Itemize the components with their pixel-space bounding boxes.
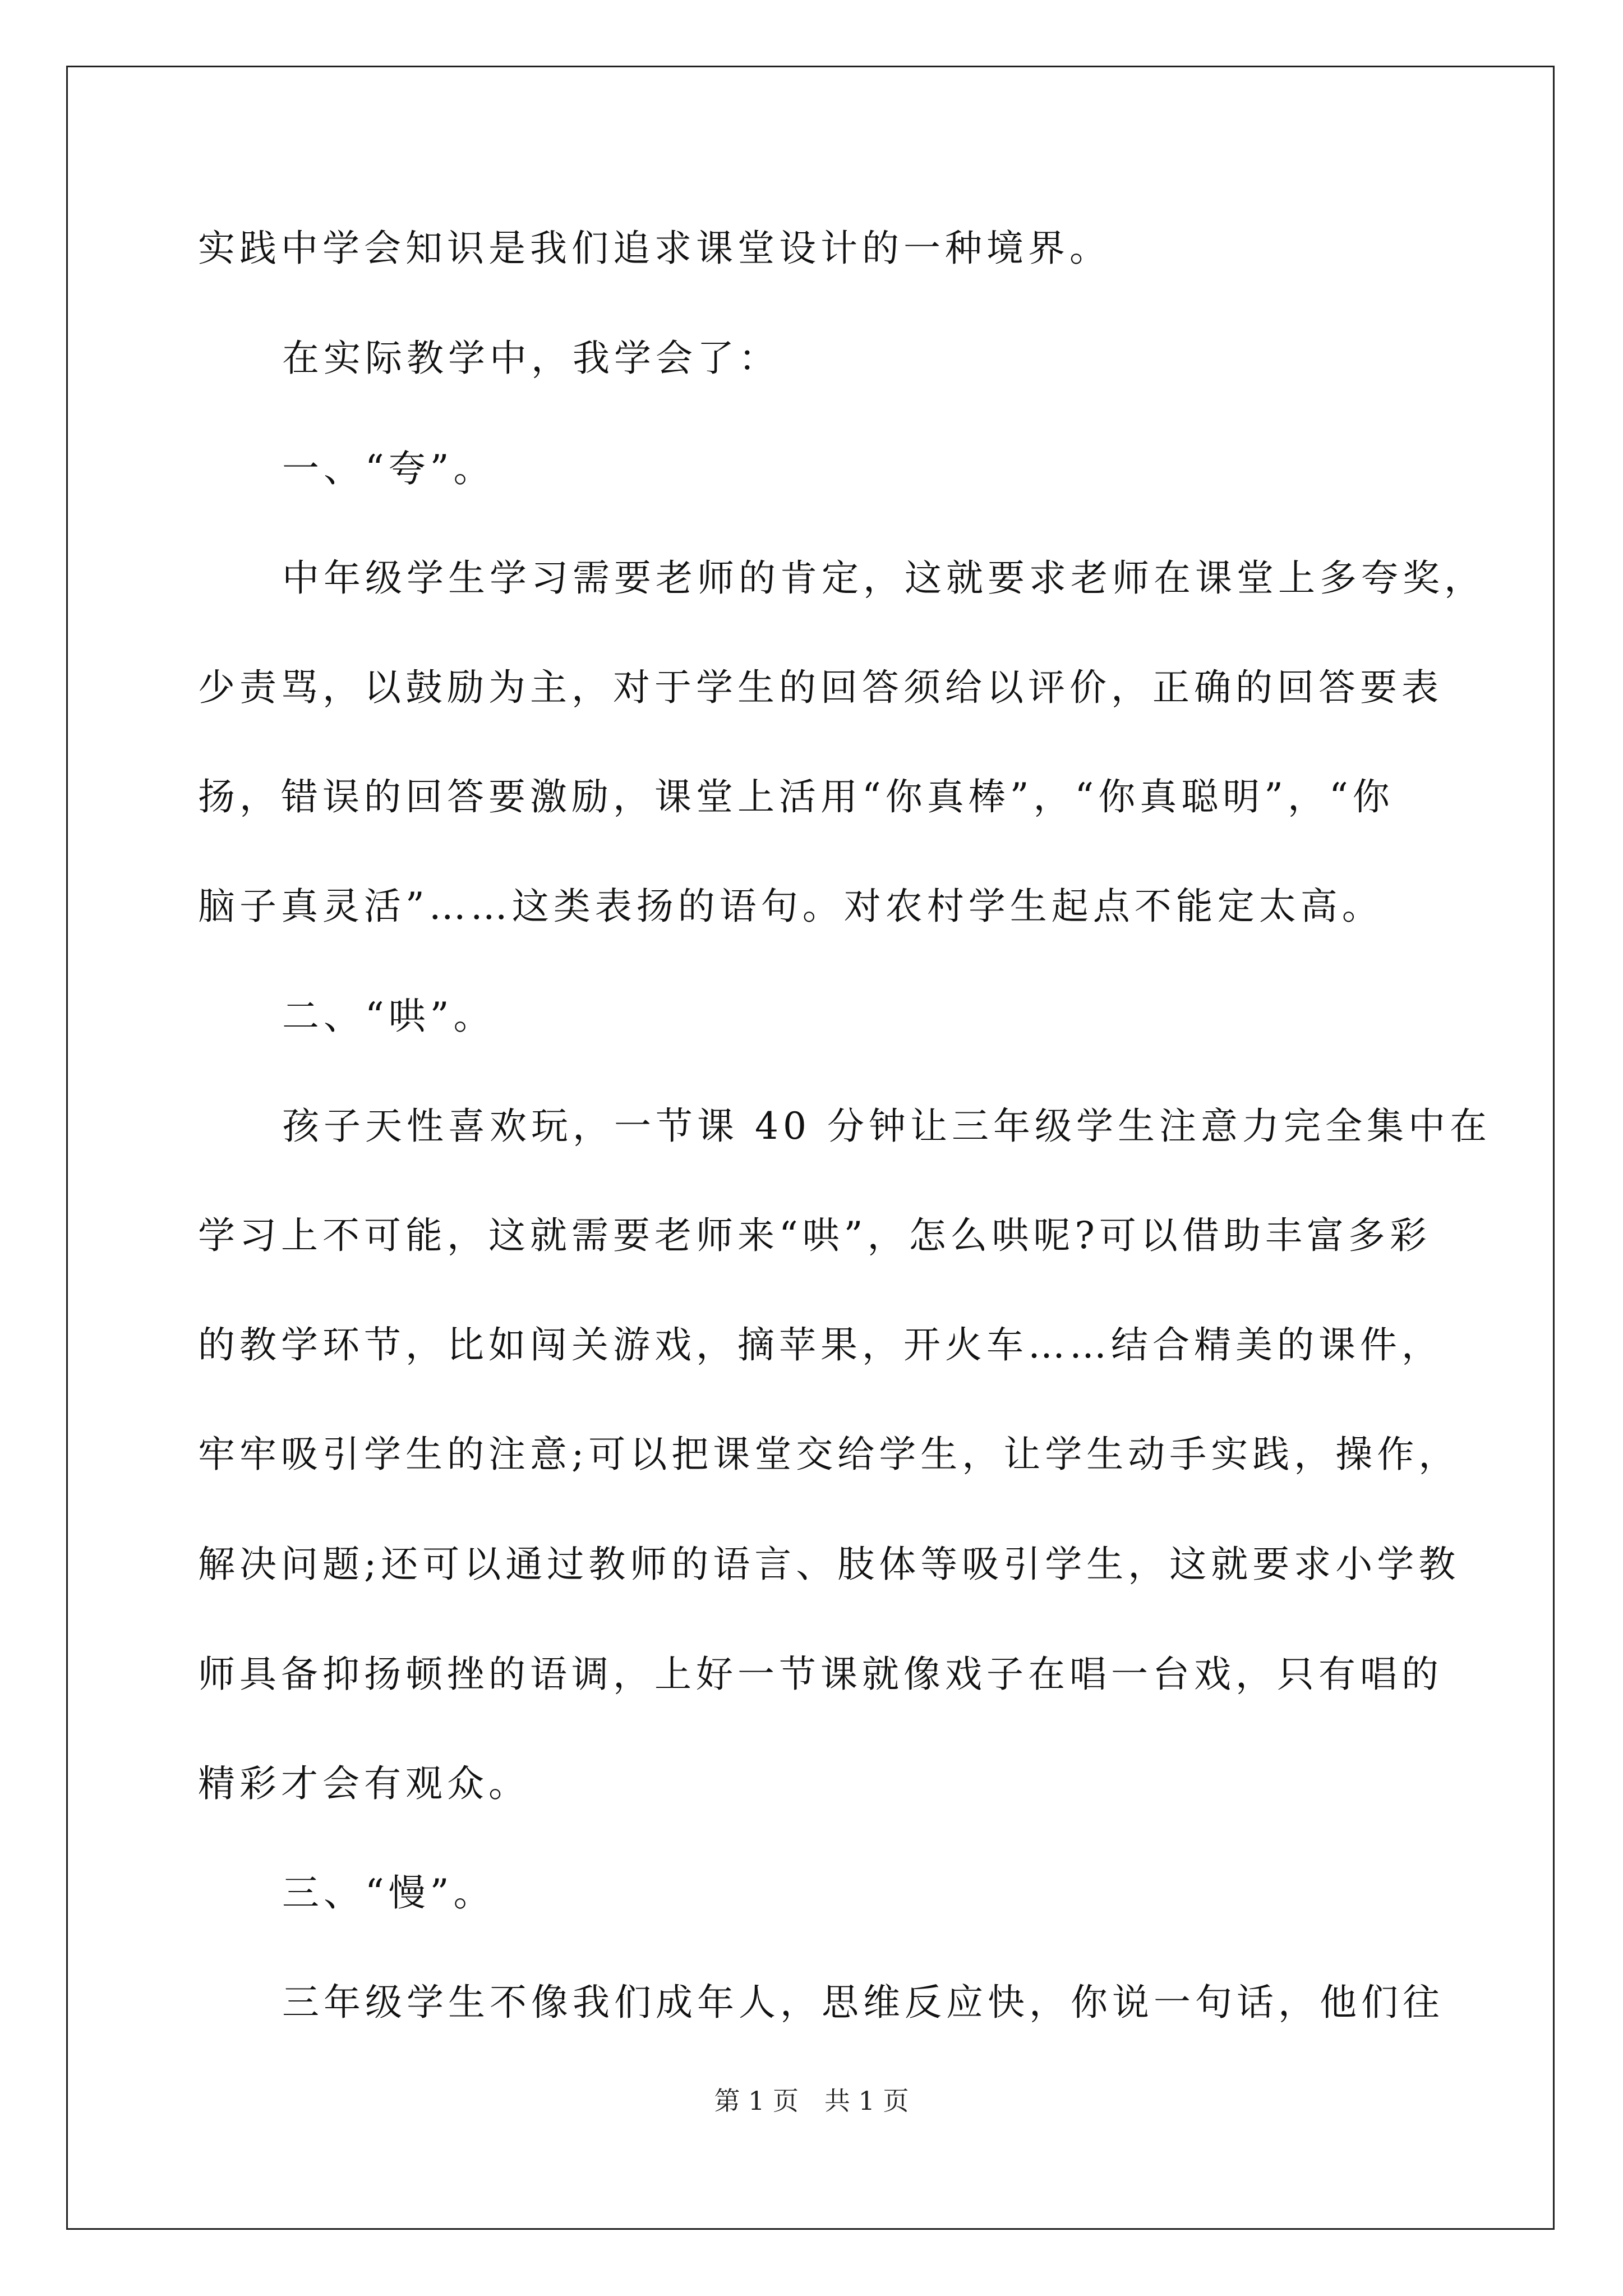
page-number-footer: 第 1 页 共 1 页 [714,2086,909,2116]
paragraph-line: 的教学环节，比如闯关游戏，摘苹果，开火车……结合精美的课件， [198,1323,1443,1366]
paragraph-line: 脑子真灵活”……这类表扬的语句。对农村学生起点不能定太高。 [198,885,1384,928]
paragraph-line: 三年级学生不像我们成年人，思维反应快，你说一句话，他们往 [282,1981,1444,2024]
paragraph-line: 牢牢吸引学生的注意;可以把课堂交给学生，让学生动手实践，操作， [198,1433,1460,1476]
section-heading: 一、“夸”。 [282,447,495,490]
paragraph-line: 孩子天性喜欢玩，一节课 40 分钟让三年级学生注意力完全集中在 [282,1105,1491,1148]
paragraph-line: 学习上不可能，这就需要老师来“哄”，怎么哄呢?可以借助丰富多彩 [198,1214,1431,1257]
paragraph-line: 中年级学生学习需要老师的肯定，这就要求老师在课堂上多夸奖， [282,556,1486,600]
section-heading: 三、“慢”。 [282,1871,495,1915]
section-heading: 二、“哄”。 [282,995,495,1038]
paragraph-line: 扬，错误的回答要激励，课堂上活用“你真棒”，“你真聪明”，“你 [198,775,1394,818]
paragraph-line: 实践中学会知识是我们追求课堂设计的一种境界。 [198,227,1111,270]
paragraph-line: 精彩才会有观众。 [198,1762,530,1805]
paragraph-line: 解决问题;还可以通过教师的语言、肢体等吸引学生，这就要求小学教 [198,1543,1460,1586]
paragraph-line: 师具备抑扬顿挫的语调，上好一节课就像戏子在唱一台戏，只有唱的 [198,1653,1443,1696]
paragraph-line: 在实际教学中，我学会了： [282,337,780,380]
paragraph-line: 少责骂，以鼓励为主，对于学生的回答须给以评价，正确的回答要表 [198,666,1443,709]
